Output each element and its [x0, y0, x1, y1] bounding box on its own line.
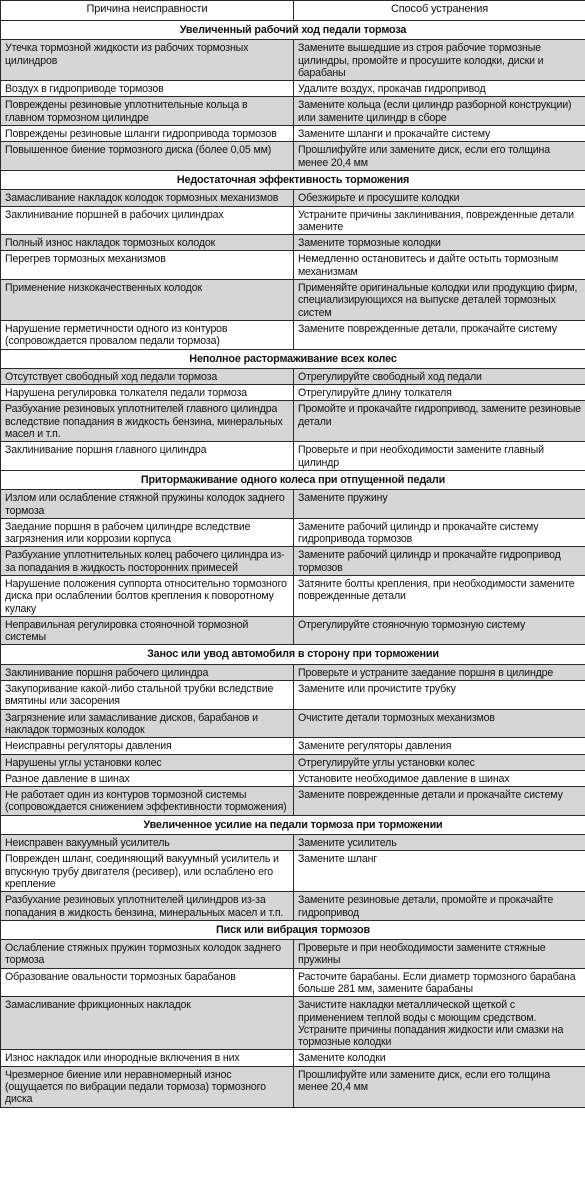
remedy-cell: Замените шланги и прокачайте систему	[294, 126, 585, 142]
table-row	[1, 709, 585, 738]
remedy-cell: Немедленно остановитесь и дайте остыть тормозным механизмам	[294, 251, 585, 280]
table-row	[1, 190, 585, 206]
table-row	[1, 997, 585, 1050]
table-header	[1, 1, 585, 21]
header-remedy: Способ устранения	[294, 1, 585, 21]
cause-cell: Заедание поршня в рабочем цилиндре вследствие загрязнения или коррозии корпуса	[1, 518, 294, 547]
table-row	[1, 442, 585, 471]
table-row	[1, 518, 585, 547]
remedy-cell: Прошлифуйте или замените диск, если его толщина менее 20,4 мм	[294, 142, 585, 171]
table-row	[1, 754, 585, 770]
table-row	[1, 968, 585, 997]
table-row	[1, 490, 585, 519]
remedy-cell: Затяните болты крепления, при необходимости замените поврежденные детали	[294, 575, 585, 616]
remedy-cell: Применяйте оригинальные колодки или продукцию фирм, специализирующихся на выпуске деталей тормозных систем	[294, 280, 585, 321]
table-row	[1, 851, 585, 892]
table-row	[1, 320, 585, 349]
table-row	[1, 547, 585, 576]
section-header-row	[1, 470, 585, 489]
section-title: Недостаточная эффективность торможения	[1, 170, 585, 189]
cause-cell: Воздух в гидроприводе тормозов	[1, 81, 294, 97]
table-row	[1, 385, 585, 401]
remedy-cell: Замените поврежденные детали и прокачайте систему	[294, 787, 585, 816]
cause-cell: Чрезмерное биение или неравномерный износ (ощущается по вибрации педали тормоза) тормозного диска	[1, 1066, 294, 1107]
table-row	[1, 616, 585, 645]
table-row	[1, 81, 585, 97]
section-header-row	[1, 349, 585, 368]
section-header-row	[1, 645, 585, 664]
cause-cell: Полный износ накладок тормозных колодок	[1, 235, 294, 251]
table-row	[1, 1066, 585, 1107]
section-title: Писк или вибрация тормозов	[1, 920, 585, 939]
cause-cell: Разное давление в шинах	[1, 770, 294, 786]
remedy-cell: Замените кольца (если цилиндр разборной конструкции) или замените цилиндр в сборе	[294, 97, 585, 126]
table-row	[1, 940, 585, 969]
cause-cell: Повреждены резиновые шланги гидропривода тормозов	[1, 126, 294, 142]
remedy-cell: Замените рабочий цилиндр и прокачайте систему гидропривода тормозов	[294, 518, 585, 547]
table-body	[1, 21, 585, 1108]
cause-cell: Применение низкокачественных колодок	[1, 280, 294, 321]
cause-cell: Не работает один из контуров тормозной системы (сопровождается снижением эффективности торможения)	[1, 787, 294, 816]
cause-cell: Неправильная регулировка стояночной тормозной системы	[1, 616, 294, 645]
remedy-cell: Отрегулируйте стояночную тормозную систему	[294, 616, 585, 645]
remedy-cell: Замените регуляторы давления	[294, 738, 585, 754]
table-row	[1, 401, 585, 442]
cause-cell: Заклинивание поршней в рабочих цилиндрах	[1, 206, 294, 235]
remedy-cell: Прошлифуйте или замените диск, если его толщина менее 20,4 мм	[294, 1066, 585, 1107]
table-row	[1, 664, 585, 680]
remedy-cell: Отрегулируйте свободный ход педали	[294, 368, 585, 384]
section-header-row	[1, 170, 585, 189]
cause-cell: Поврежден шланг, соединяющий вакуумный усилитель и впускную трубу двигателя (ресивер), или ослаблено его крепление	[1, 851, 294, 892]
remedy-cell: Установите необходимое давление в шинах	[294, 770, 585, 786]
section-header-row	[1, 21, 585, 40]
table-row	[1, 206, 585, 235]
remedy-cell: Устраните причины заклинивания, поврежденные детали замените	[294, 206, 585, 235]
cause-cell: Закупоривание какой-либо стальной трубки вследствие вмятины или засорения	[1, 681, 294, 710]
cause-cell: Нарушена регулировка толкателя педали тормоза	[1, 385, 294, 401]
remedy-cell: Удалите воздух, прокачав гидропривод	[294, 81, 585, 97]
table-row	[1, 1050, 585, 1066]
table-row	[1, 770, 585, 786]
remedy-cell: Замените шланг	[294, 851, 585, 892]
section-title: Неполное растормаживание всех колес	[1, 349, 585, 368]
remedy-cell: Отрегулируйте углы установки колес	[294, 754, 585, 770]
remedy-cell: Зачистите накладки металлической щеткой с применением теплой воды с моющим средством. Устраните причины попадания жидкости или смазки на тормозные колодки	[294, 997, 585, 1050]
remedy-cell: Очистите детали тормозных механизмов	[294, 709, 585, 738]
section-header-row	[1, 920, 585, 939]
table-row	[1, 126, 585, 142]
cause-cell: Ослабление стяжных пружин тормозных колодок заднего тормоза	[1, 940, 294, 969]
cause-cell: Разбухание резиновых уплотнителей цилиндров из-за попадания в жидкость бензина, минеральных масел и т.п.	[1, 892, 294, 921]
remedy-cell: Замените поврежденные детали, прокачайте систему	[294, 320, 585, 349]
table-row	[1, 97, 585, 126]
cause-cell: Замасливание накладок колодок тормозных механизмов	[1, 190, 294, 206]
table-row	[1, 280, 585, 321]
cause-cell: Перегрев тормозных механизмов	[1, 251, 294, 280]
cause-cell: Нарушены углы установки колес	[1, 754, 294, 770]
remedy-cell: Проверьте и при необходимости замените стяжные пружины	[294, 940, 585, 969]
table-row	[1, 681, 585, 710]
table-row	[1, 368, 585, 384]
remedy-cell: Расточите барабаны. Если диаметр тормозного барабана больше 281 мм, замените барабаны	[294, 968, 585, 997]
remedy-cell: Замените вышедшие из строя рабочие тормозные цилиндры, промойте и просушите колодки, диски и барабаны	[294, 40, 585, 81]
cause-cell: Неисправны регуляторы давления	[1, 738, 294, 754]
table-row	[1, 235, 585, 251]
cause-cell: Утечка тормозной жидкости из рабочих тормозных цилиндров	[1, 40, 294, 81]
remedy-cell: Замените резиновые детали, промойте и прокачайте гидропривод	[294, 892, 585, 921]
cause-cell: Замасливание фрикционных накладок	[1, 997, 294, 1050]
remedy-cell: Замените усилитель	[294, 835, 585, 851]
table-row	[1, 892, 585, 921]
section-title: Увеличенный рабочий ход педали тормоза	[1, 21, 585, 40]
cause-cell: Нарушение положения суппорта относительно тормозного диска при ослаблении болтов крепления к поворотному кулаку	[1, 575, 294, 616]
remedy-cell: Замените или прочистите трубку	[294, 681, 585, 710]
cause-cell: Отсутствует свободный ход педали тормоза	[1, 368, 294, 384]
table-row	[1, 251, 585, 280]
cause-cell: Повреждены резиновые уплотнительные кольца в главном тормозном цилиндре	[1, 97, 294, 126]
remedy-cell: Замените рабочий цилиндр и прокачайте гидропривод тормозов	[294, 547, 585, 576]
table-row	[1, 787, 585, 816]
remedy-cell: Проверьте и при необходимости замените главный цилиндр	[294, 442, 585, 471]
section-title: Занос или увод автомобиля в сторону при торможении	[1, 645, 585, 664]
header-cause: Причина неисправности	[1, 1, 294, 21]
section-title: Увеличенное усилие на педали тормоза при торможении	[1, 815, 585, 834]
section-title: Притормаживание одного колеса при отпущенной педали	[1, 470, 585, 489]
table-row	[1, 835, 585, 851]
remedy-cell: Замените тормозные колодки	[294, 235, 585, 251]
remedy-cell: Промойте и прокачайте гидропривод, замените резиновые детали	[294, 401, 585, 442]
cause-cell: Загрязнение или замасливание дисков, барабанов и накладок тормозных колодок	[1, 709, 294, 738]
cause-cell: Излом или ослабление стяжной пружины колодок заднего тормоза	[1, 490, 294, 519]
table-row	[1, 40, 585, 81]
remedy-cell: Проверьте и устраните заедание поршня в цилиндре	[294, 664, 585, 680]
remedy-cell: Замените колодки	[294, 1050, 585, 1066]
section-header-row	[1, 815, 585, 834]
cause-cell: Повышенное биение тормозного диска (более 0,05 мм)	[1, 142, 294, 171]
table-row	[1, 142, 585, 171]
table-row	[1, 738, 585, 754]
remedy-cell: Обезжирьте и просушите колодки	[294, 190, 585, 206]
remedy-cell: Замените пружину	[294, 490, 585, 519]
cause-cell: Образование овальности тормозных барабанов	[1, 968, 294, 997]
cause-cell: Разбухание резиновых уплотнителей главного цилиндра вследствие попадания в жидкость бензина, минеральных масел и т.п.	[1, 401, 294, 442]
cause-cell: Заклинивание поршня главного цилиндра	[1, 442, 294, 471]
table-row	[1, 575, 585, 616]
remedy-cell: Отрегулируйте длину толкателя	[294, 385, 585, 401]
cause-cell: Заклинивание поршня рабочего цилиндра	[1, 664, 294, 680]
cause-cell: Нарушение герметичности одного из контуров (сопровождается провалом педали тормоза)	[1, 320, 294, 349]
cause-cell: Неисправен вакуумный усилитель	[1, 835, 294, 851]
cause-cell: Разбухание уплотнительных колец рабочего цилиндра из-за попадания в жидкость посторонних примесей	[1, 547, 294, 576]
cause-cell: Износ накладок или инородные включения в них	[1, 1050, 294, 1066]
